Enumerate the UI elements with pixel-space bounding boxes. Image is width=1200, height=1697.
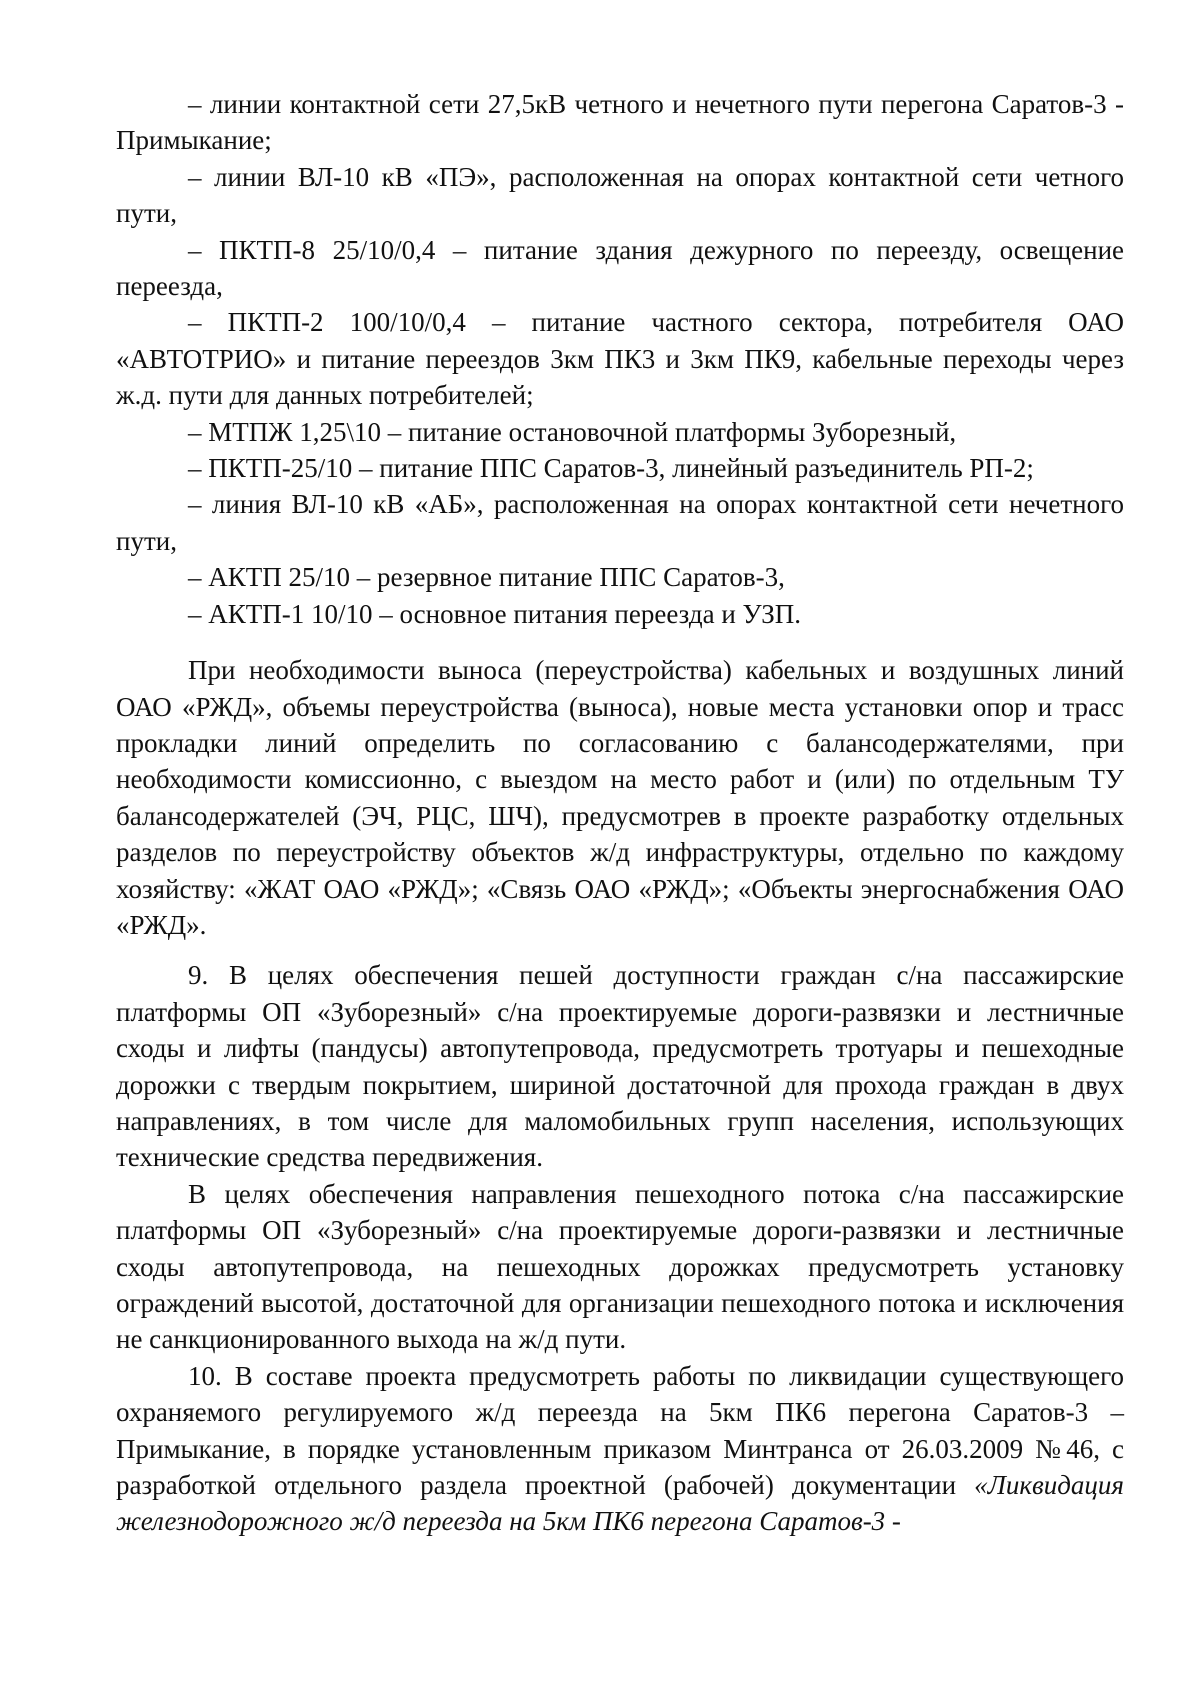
list-item: – МТПЖ 1,25\10 – питание остановочной платформы Зуборезный,	[188, 416, 957, 447]
paragraph-9-continued: В целях обеспечения направления пешеходного потока с/на пассажирские платформы ОП «Зуборезный» с/на проектируемые дороги-развязки и лестничные сходы автопутепровода, на пешеходных дорожках предусмотреть установку ограждений высотой, достаточной для организации пешеходного потока и исключения не санкционированного выхода на ж/д пути.	[116, 1178, 1124, 1355]
list-item: – линия ВЛ-10 кВ «АБ», расположенная на опорах контактной сети нечетного пути,	[116, 489, 1124, 556]
document-body	[116, 86, 1124, 1540]
paragraph-10-text: 10. В составе проекта предусмотреть работы по ликвидации существующего охраняемого регулируемого ж/д переезда на 5км ПК6 перегона Саратов-3 – Примыкание, в порядке установленным приказом Минтранса от 26.03.2009 №46, с разработкой отдельного раздела проектной (рабочей) документации	[116, 1360, 1124, 1501]
list-item: – линии контактной сети 27,5кВ четного и нечетного пути перегона Саратов-3 - Примыкание;	[116, 89, 1124, 156]
paragraph-9: 9. В целях обеспечения пешей доступности граждан с/на пассажирские платформы ОП «Зуборезный» с/на проектируемые дороги-развязки и лестничные сходы и лифты (пандусы) автопутепровода, предусмотреть тротуары и пешеходные дорожки с твердым покрытием, шириной достаточной для прохода граждан в двух направлениях, в том числе для маломобильных групп населения, использующих технические средства передвижения.	[116, 960, 1124, 1173]
list-item: – ПКТП-25/10 – питание ППС Саратов-3, линейный разъединитель РП-2;	[188, 453, 1034, 484]
list-item: – АКТП-1 10/10 – основное питания переезда и УЗП.	[188, 598, 802, 629]
list-item: – ПКТП-8 25/10/0,4 – питание здания дежурного по переезду, освещение переезда,	[116, 234, 1124, 302]
paragraph-10-italic-title: «Ликвидация железнодорожного ж/д переезда на 5км ПК6 перегона Саратов-3 -	[116, 1470, 1124, 1537]
list-item: – ПКТП-2 100/10/0,4 – питание частного сектора, потребителя ОАО «АВТОТРИО» и питание переездов 3км ПК3 и 3км ПК9, кабельные переходы через ж.д. пути для данных потребителей;	[116, 307, 1124, 411]
list-item: – линии ВЛ-10 кВ «ПЭ», расположенная на опорах контактной сети четного пути,	[116, 161, 1124, 229]
paragraph-relocation: При необходимости выноса (переустройства) кабельных и воздушных линий ОАО «РЖД», объемы переустройства (выноса), новые места установки опор и трасс прокладки линий определить по согласованию с балансодержателями, при необходимости комиссионно, с выездом на место работ и (или) по отдельным ТУ балансодержателей (ЭЧ, РЦС, ШЧ), предусмотрев в проекте разработку отдельных разделов по переустройству объектов ж/д инфраструктуры, отдельно по каждому хозяйству: «ЖАТ ОАО «РЖД»; «Связь ОАО «РЖД»; «Объекты энергоснабжения ОАО «РЖД».	[116, 655, 1124, 940]
list-item: – АКТП 25/10 – резервное питание ППС Саратов-3,	[188, 562, 785, 593]
paragraph-10	[116, 1358, 1124, 1540]
